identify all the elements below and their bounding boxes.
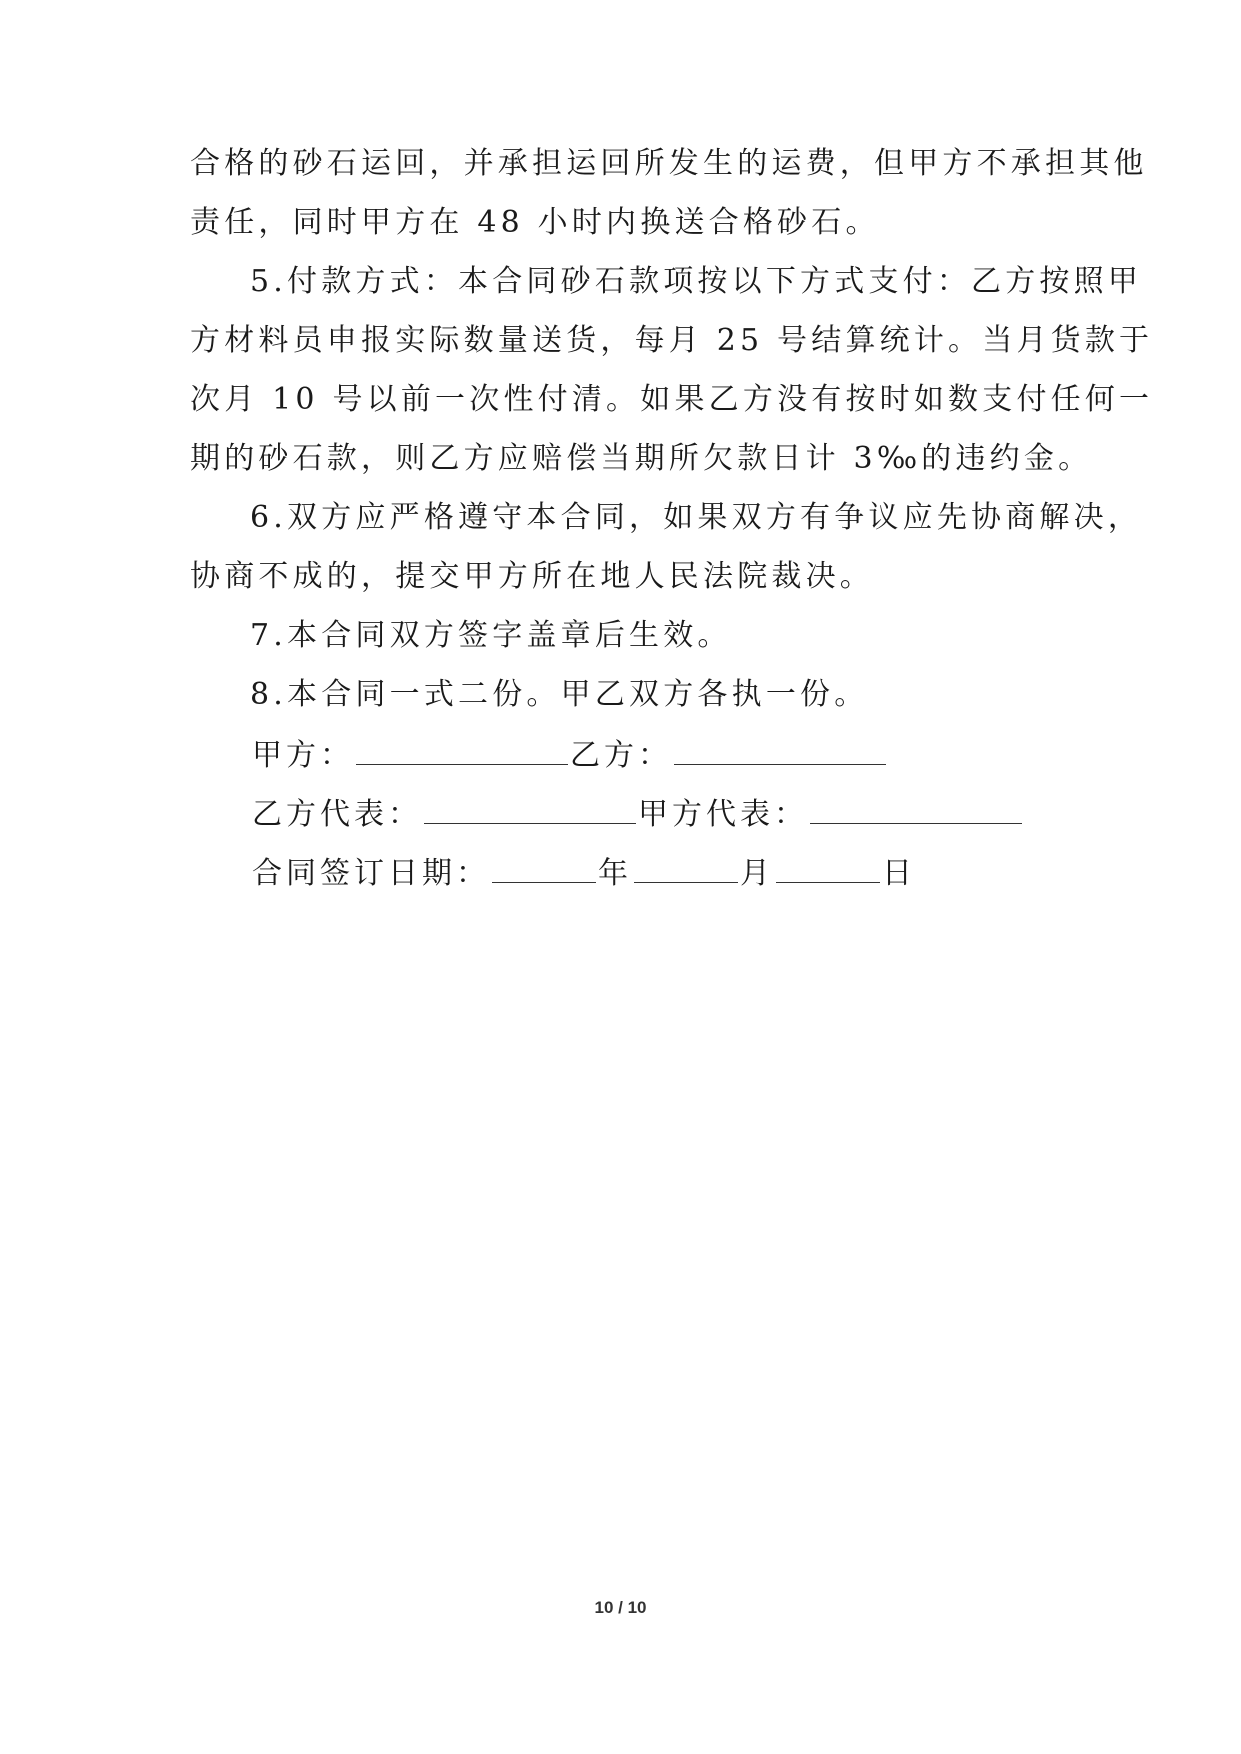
paragraph-line: 协商不成的，提交甲方所在地人民法院裁决。	[190, 559, 874, 594]
representative-signature-row	[252, 793, 1024, 835]
paragraph-line: 次月 10 号以前一次性付清。如果乙方没有按时如数支付任何一	[190, 382, 1154, 417]
paragraph-line: 方材料员申报实际数量送货，每月 25 号结算统计。当月货款于	[190, 323, 1154, 358]
party-signature-row	[252, 734, 888, 776]
paragraph-line: 5.付款方式：本合同砂石款项按以下方式支付：乙方按照甲	[250, 264, 1143, 299]
date-label: 合同签订日期：	[252, 856, 490, 891]
signing-date-row	[252, 852, 916, 894]
paragraph-line: 6.双方应严格遵守本合同，如果双方有争议应先协商解决，	[250, 500, 1143, 535]
month-label: 月	[740, 856, 774, 891]
party-b-label: 乙方：	[570, 738, 672, 773]
page-number: 10 / 10	[594, 1598, 647, 1617]
paragraph-line: 期的砂石款，则乙方应赔偿当期所欠款日计 3‰的违约金。	[190, 441, 1093, 476]
paragraph-line: 责任，同时甲方在 48 小时内换送合格砂石。	[190, 205, 880, 240]
rep-a-label: 甲方代表：	[638, 797, 808, 832]
party-b-blank	[674, 734, 886, 765]
rep-b-blank	[424, 793, 636, 824]
paragraph-line: 合格的砂石运回，并承担运回所发生的运费，但甲方不承担其他	[190, 146, 1148, 181]
rep-b-label: 乙方代表：	[252, 797, 422, 832]
day-blank	[776, 852, 880, 883]
rep-a-blank	[810, 793, 1022, 824]
day-label: 日	[882, 856, 916, 891]
party-a-blank	[356, 734, 568, 765]
paragraph-line: 8.本合同一式二份。甲乙双方各执一份。	[250, 677, 869, 712]
paragraph-line: 7.本合同双方签字盖章后生效。	[250, 618, 732, 653]
month-blank	[634, 852, 738, 883]
party-a-label: 甲方：	[252, 738, 354, 773]
year-blank	[492, 852, 596, 883]
year-label: 年	[598, 856, 632, 891]
